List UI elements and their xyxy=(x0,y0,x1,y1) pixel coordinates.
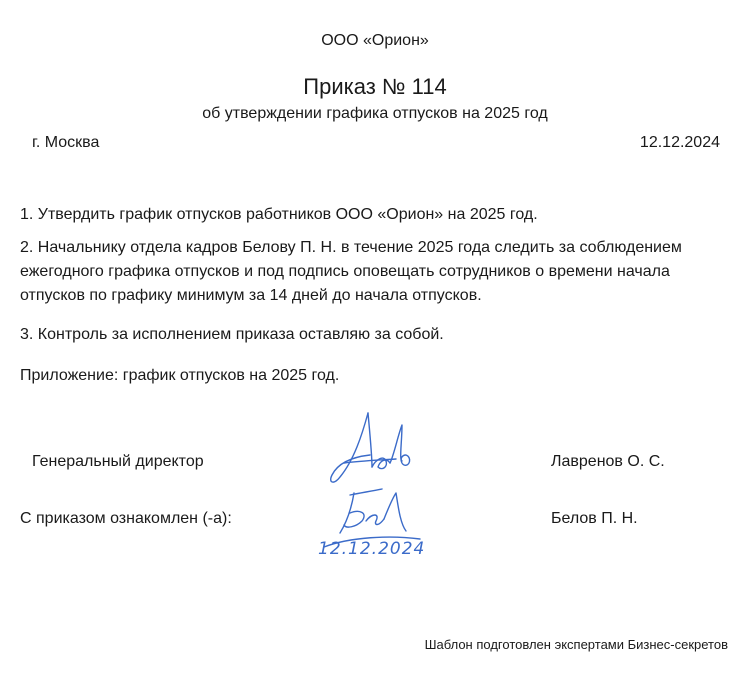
handwritten-date: 12.12.2024 xyxy=(318,539,426,559)
order-date: 12.12.2024 xyxy=(639,134,720,151)
director-name: Лавренов О. С. xyxy=(551,453,665,470)
city: г. Москва xyxy=(32,134,100,151)
order-subtitle: об утверждении графика отпусков на 2025 год xyxy=(202,105,548,122)
director-role: Генеральный директор xyxy=(32,453,204,470)
paragraph-3: 3. Контроль за исполнением приказа оставляю за собой. xyxy=(20,326,444,343)
attachment-note: Приложение: график отпусков на 2025 год. xyxy=(20,367,340,384)
footer-note: Шаблон подготовлен экспертами Бизнес-секретов xyxy=(424,637,728,652)
paragraph-2: 2. Начальнику отдела кадров Белову П. Н. в течение 2025 года следить за соблюдением ежегодного графика отпусков и под подпись оповещать сотрудников о времени начала отпусков по графику минимум за 14 дней до начала отпусков. xyxy=(20,239,682,304)
acknowledgement-label: С приказом ознакомлен (-а): xyxy=(20,510,232,527)
acknowledged-name: Белов П. Н. xyxy=(551,510,638,527)
order-title: Приказ № 114 xyxy=(303,74,447,99)
organization-name: ООО «Орион» xyxy=(321,32,429,49)
paragraph-1: 1. Утвердить график отпусков работников ООО «Орион» на 2025 год. xyxy=(20,206,538,223)
